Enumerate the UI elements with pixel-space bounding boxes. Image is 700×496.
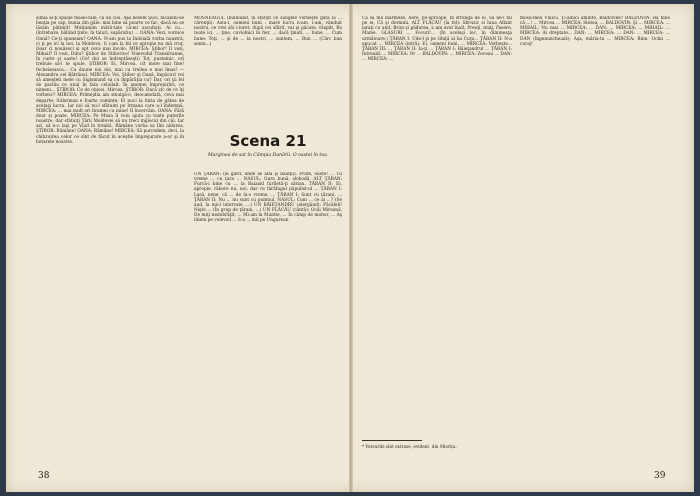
left-column-2-top-text: MOSNEAGUL (bulibiind, la sfârşit ce sângele vorbeşte gata la ... cărenţii): Asta-i, oameni buni : mare lucru n-am, i-am, vânduit nostru, ce vrei săi i-iuret, după cei sfârit, vai şi păcate, văsplit, Ba toate ici, ... ţine, cuviolnici în fier, ... dacă ţinuti, ... bune, ... Cum bune: Toţi, ... şi de ... la nostri, ... suntem, ... Bun ... (Cârc bun semn...)	[194, 16, 342, 47]
right-page-column-1	[362, 16, 512, 436]
book-gutter	[349, 4, 353, 492]
left-column-1-text: silnia ai-ţi spăsie măsei-tale, ca un cioi. Aşa nesem Şuci, făcându-se beaţia pe cap, bunia din găie: mai bine să poarte ce fac, dacă nu se lăsăm pătimit! Mulţumim mării-tale că-mi ascultaţi. Ai cu... (întrebare, bătând ţinte, în taluri, supăratiu) ... OANA: Vezi, vornice Oană? Ce-ţi spuneam? OANA: N-am pus la Indoială vorba noastră, ci ţi pe ici la noi, la Moldova, ti i-am la fel ce apropie nu mă cruţ. Doar ci nouăzeci şi opt ceva mai încolo. MIRCEA: Ştibor! Il vezi, Mihail? Il vezi, Dinu? Ştibor de Stiborice! Voievodul Transilvaniei, în curte şi oaste! (Ce! doi se îndreptăseşti) Tot, pusteinic, ori trebuie să-l te spuie. ŞTIBOR: Ei, Mircea, cit more mai fine! fecheiseasca... Cu daune noi doi, mai cu treilea e mai îmas! — Alexandru cel Bătrânul. MIRCEA: Voi, Ştibor şi Oană, împăcari voi să ameşteti mele cu Sigismund sa cu împărăţia cu? Dar, ori ţii fel de pavilia ce unul în fata celuilalt. În anumei împrejurări, ce nimeni... ŞTIBOR: Ce de obicei, Mircea. ŞTIBOR: Dacă zic de ce îţi vorbesc? MIRCEA: Primejdia am smulgă-o, deocamdată, ceva mai departe: Sitlerman e foarte cuminte; El nuci la furia de gătea de acelaşi lucru. Iar noi să nu-l sfătuim pe Irmana care a-l îndemnă. MIRCEA: ... mai mult ori tiramei cu mine! Il încercăm. OANA: Fără doar şi poate. MIRCEA: Pe Musa îl voiu ajuta cu toate puterile noastre, dar sfătuiţi Ţării Moldovei să nu treci mijlocul din căi. Iar azi, să n-o laşi pe Vlad în treabă. Râmâne vorba sa Ilm aldarea. ŞTIBOR: Râmâne! OANA: Râmâne! MIRCEA: Să purcedem, deci, la chibzuirea celor ce sînt de făcut în aceştie împrejurare a-or şi în hotarele noastre.	[36, 16, 184, 145]
footnote-rule	[362, 440, 422, 441]
left-page-column-2-bottom	[194, 172, 342, 462]
left-column-2-bottom-text: UN ŢĂRAN: (la gard, unde se află şi băieţii). Frate, oaste! ... Tu vreme ... cu ţara ... NASUL: Gura bună, slobodă. ALT ŢĂRAN: Furcă-i bine cu ... la Baiazid furiletă-ţi săriau. TĂRAN II: Ei, apropie, răbore nu, noi, dar cu târăfugul păpulist-ul ... ŢĂRAN I: Lasă, nene, că ... de la-o vreme, ... ŢĂRAN I: Sunt cu ţărani, ... ŢĂRAN II: Nu ... nu sunt cu pumnul. NASUL: Cum ... ce ai ...? (Se aud, la mici intervale, ...) UN BĂIEŢANDRU (alergând): Păcăleli! Nişte ... (În grup de ţărani, ...) UN FLĂCĂU (cântă): Ocăi Mireană, De miţi nedobrăţit, ... Mi-am la Muntie, ... În câmp de mohor, ... Aş tăiem pe voievod ... S-a ... mii pe Ungurean	[194, 172, 342, 224]
left-page-column-1	[36, 16, 184, 456]
scene-title: Scena 21	[229, 132, 307, 150]
left-page-number: 38	[38, 471, 50, 481]
left-page-column-2-top	[194, 16, 342, 128]
open-book-spread	[6, 4, 694, 492]
scene-subtitle: Marginea de sat în Câmpia Dunării. O oastei în tus.	[207, 153, 329, 158]
footnote: * Versurile sînt extrase, evident, din Miorița.	[362, 444, 457, 449]
right-page-number: 39	[654, 471, 666, 481]
right-page-column-2	[520, 16, 670, 456]
right-column-2-text: mosu-meu Vlaicu. Ţi-aduci aminte, Baldovine? BALDOVIN: Ba bine că ...! ... Mircea ... MIRCEA: Stetea, ... BALDOVIN: Şi ... MIRCEA: ... MIHAIL: Nu mai ... MIRCEA: ... DAN: ... MIRCEA: ... MIHAIL: ... MIRCEA: Ai dreptate... DAN: ... MIRCEA: ... DAN: ... MIRCEA: ... DAN (îngenunchează): Aşa, măria-ta ... MIRCEA: Bine. Ochii ... curaj!	[520, 16, 670, 47]
right-column-1-text: Ca să ma înarmeze, Aere, pe-aproape, În strunga de ei, Să ne-i tai pe ei, Că şi dormini. ALT FLĂCĂU (la fel): Sbruzic si luna Aflant iaraţi cu unit, Brun şi pădurea, L-am avut înalt, Preoţi, muţi, Pasere, Mame. GLASURI ... Focuri!... (În acelaşi loc, în dimineaţa următoare.) ŢĂRAN I: Ude-l şi pe Ghiţă al lui Cuţu... ŢĂRAN II: N-a apucat ... MIRCEA (intră): Ei, oameni buni, ... MIRCEA: Vorbeşte... ŢĂRAN III: ... ŢĂRAN II: Ia-ţi ... ŢĂRAN I: Băieţandrul ... ŢĂRAN I: Întreabă ... MIRCEA: Or ... BALDOVIN: ... MIRCEA: Zeceau ... DAN: ... MIRCEA: ...	[362, 16, 512, 63]
